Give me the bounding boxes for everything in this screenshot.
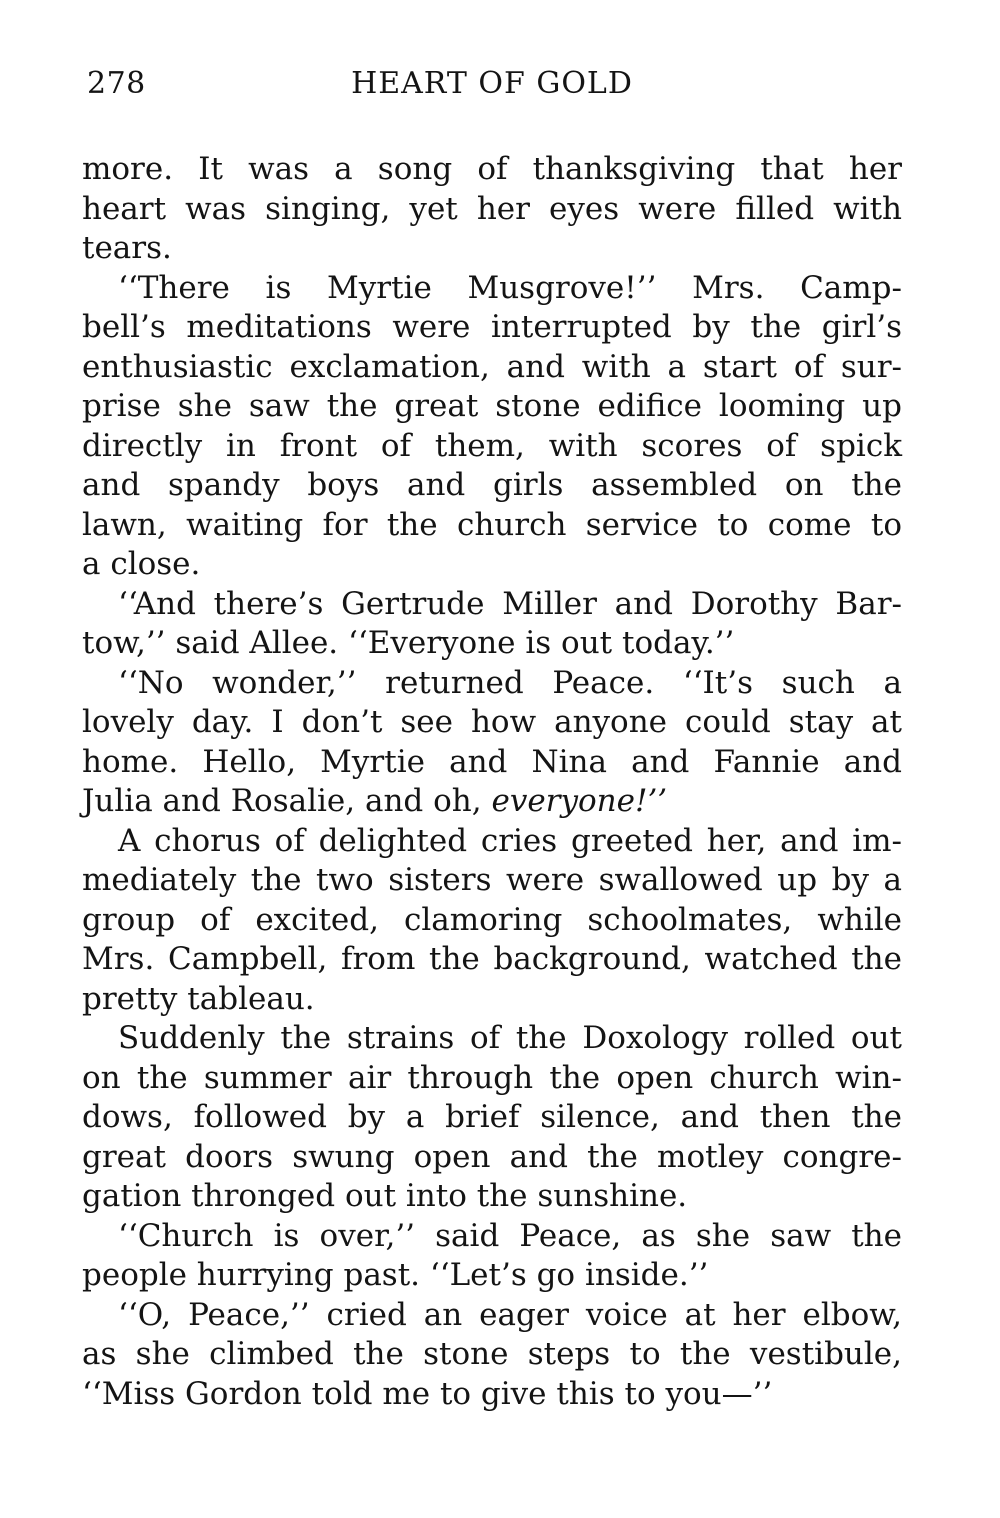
text-line: lawn, waiting for the church service to come to	[82, 506, 902, 543]
text-line: on the summer air through the open church win-	[82, 1059, 902, 1096]
paragraph-start-line: ‘‘Church is over,’’ said Peace, as she saw the	[118, 1217, 902, 1254]
page-number: 278	[87, 66, 146, 101]
body-text	[82, 150, 902, 1414]
text-line: pretty tableau.	[82, 980, 315, 1017]
text-line	[82, 782, 902, 822]
text-line: ‘‘Miss Gordon told me to give this to you—’’	[82, 1375, 773, 1412]
text-line: tears.	[82, 230, 172, 266]
text-line: home. Hello, Myrtie and Nina and Fannie and	[82, 743, 902, 780]
text-line: more. It was a song of thanksgiving that her	[82, 151, 902, 187]
book-page	[82, 62, 902, 114]
text-line: bell’s meditations were interrupted by the girl’s	[82, 309, 902, 345]
text-line: people hurrying past. ‘‘Let’s go inside.’’	[82, 1257, 709, 1293]
text-line: mediately the two sisters were swallowed up by a	[82, 862, 902, 898]
text-line: enthusiastic exclamation, and with a start of sur-	[82, 348, 902, 385]
paragraph-start-line: ‘‘And there’s Gertrude Miller and Dorothy Bar-	[118, 585, 902, 622]
italic-text: everyone!’’	[491, 783, 668, 819]
paragraph-start-line: ‘‘No wonder,’’ returned Peace. ‘‘It’s such a	[118, 664, 902, 701]
text-line: prise she saw the great stone edifice looming up	[82, 388, 902, 424]
text-line: lovely day. I don’t see how anyone could stay at	[82, 704, 902, 740]
text-line: dows, followed by a brief silence, and then the	[82, 1099, 902, 1135]
text-line: great doors swung open and the motley congre-	[82, 1138, 902, 1175]
text-line: directly in front of them, with scores of spick	[82, 427, 902, 464]
text-line: a close.	[82, 546, 201, 582]
text-line: as she climbed the stone steps to the vestibule,	[82, 1336, 902, 1372]
text-line: heart was singing, yet her eyes were filled with	[82, 190, 902, 227]
text-line: Mrs. Campbell, from the background, watched the	[82, 941, 902, 977]
text-segment: Julia and Rosalie, and oh,	[82, 783, 482, 819]
text-line: tow,’’ said Allee. ‘‘Everyone is out today.’’	[82, 625, 735, 661]
paragraph-start-line: Suddenly the strains of the Doxology rolled out	[118, 1020, 902, 1056]
text-line: gation thronged out into the sunshine.	[82, 1178, 688, 1214]
paragraph-start-line: ‘‘There is Myrtie Musgrove!’’ Mrs. Camp-	[118, 269, 902, 306]
text-line: and spandy boys and girls assembled on the	[82, 467, 902, 503]
text-line: group of excited, clamoring schoolmates, while	[82, 901, 902, 938]
paragraph-start-line: ‘‘O, Peace,’’ cried an eager voice at her elbow,	[118, 1296, 902, 1333]
paragraph-start-line: A chorus of delighted cries greeted her, and im-	[118, 822, 902, 859]
book-title: HEART OF GOLD	[351, 66, 633, 101]
running-head	[82, 62, 902, 114]
